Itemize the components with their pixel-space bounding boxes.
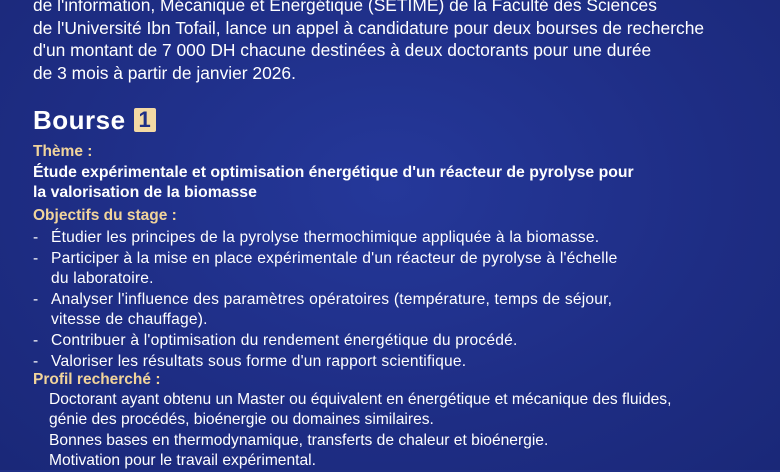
objectifs-label: Objectifs du stage : <box>33 207 177 224</box>
list-item: - Participer à la mise en place expérimentale d'un réacteur de pyrolyse à l'échelle du laboratoire. <box>33 249 618 288</box>
bourse-number-badge: 1 <box>134 108 156 132</box>
list-item: - Étudier les principes de la pyrolyse thermochimique appliquée à la biomasse. <box>33 228 773 249</box>
theme-label: Thème : <box>33 143 93 160</box>
dash-bullet-icon: - <box>33 249 39 267</box>
dash-bullet-icon: - <box>33 290 39 308</box>
list-item: - Analyser l'influence des paramètres opératoires (température, temps de séjour, vitesse de chauffage). <box>33 290 613 329</box>
dash-bullet-icon: - <box>33 352 39 370</box>
theme-line: Étude expérimentale et optimisation énergétique d'un réacteur de pyrolyse pour <box>33 164 634 181</box>
list-item: - Valoriser les résultats sous forme d'un rapport scientifique. <box>33 352 773 373</box>
intro-line: de l'information, Mécanique et Energétique (SETIME) de la Faculté des Sciences <box>33 0 657 15</box>
profil-label: Profil recherché : <box>33 371 161 388</box>
profil-list <box>49 390 774 472</box>
list-item: Doctorant ayant obtenu un Master ou équivalent en énergétique et mécanique des fluides, génie des procédés, bioénergie ou domaines similaires. <box>49 391 672 429</box>
objectifs-list <box>33 228 773 372</box>
intro-line: d'un montant de 7 000 DH chacune destinées à deux doctorants pour une durée <box>33 40 652 61</box>
bourse-title: Bourse <box>33 104 126 135</box>
intro-paragraph <box>33 0 773 84</box>
list-item: Bonnes bases en thermodynamique, transferts de chaleur et bioénergie. <box>49 431 549 449</box>
list-item: - Contribuer à l'optimisation du rendement énergétique du procédé. <box>33 331 773 352</box>
intro-line: de l'Université Ibn Tofail, lance un appel à candidature pour deux bourses de recherche <box>33 17 705 38</box>
dash-bullet-icon: - <box>33 331 39 349</box>
theme-text <box>33 163 634 203</box>
bourse-heading <box>33 104 156 136</box>
theme-line: la valorisation de la biomasse <box>33 184 257 201</box>
list-item: Motivation pour le travail expérimental. <box>49 452 316 470</box>
intro-line: de 3 mois à partir de janvier 2026. <box>33 62 296 83</box>
dash-bullet-icon: - <box>33 229 39 246</box>
